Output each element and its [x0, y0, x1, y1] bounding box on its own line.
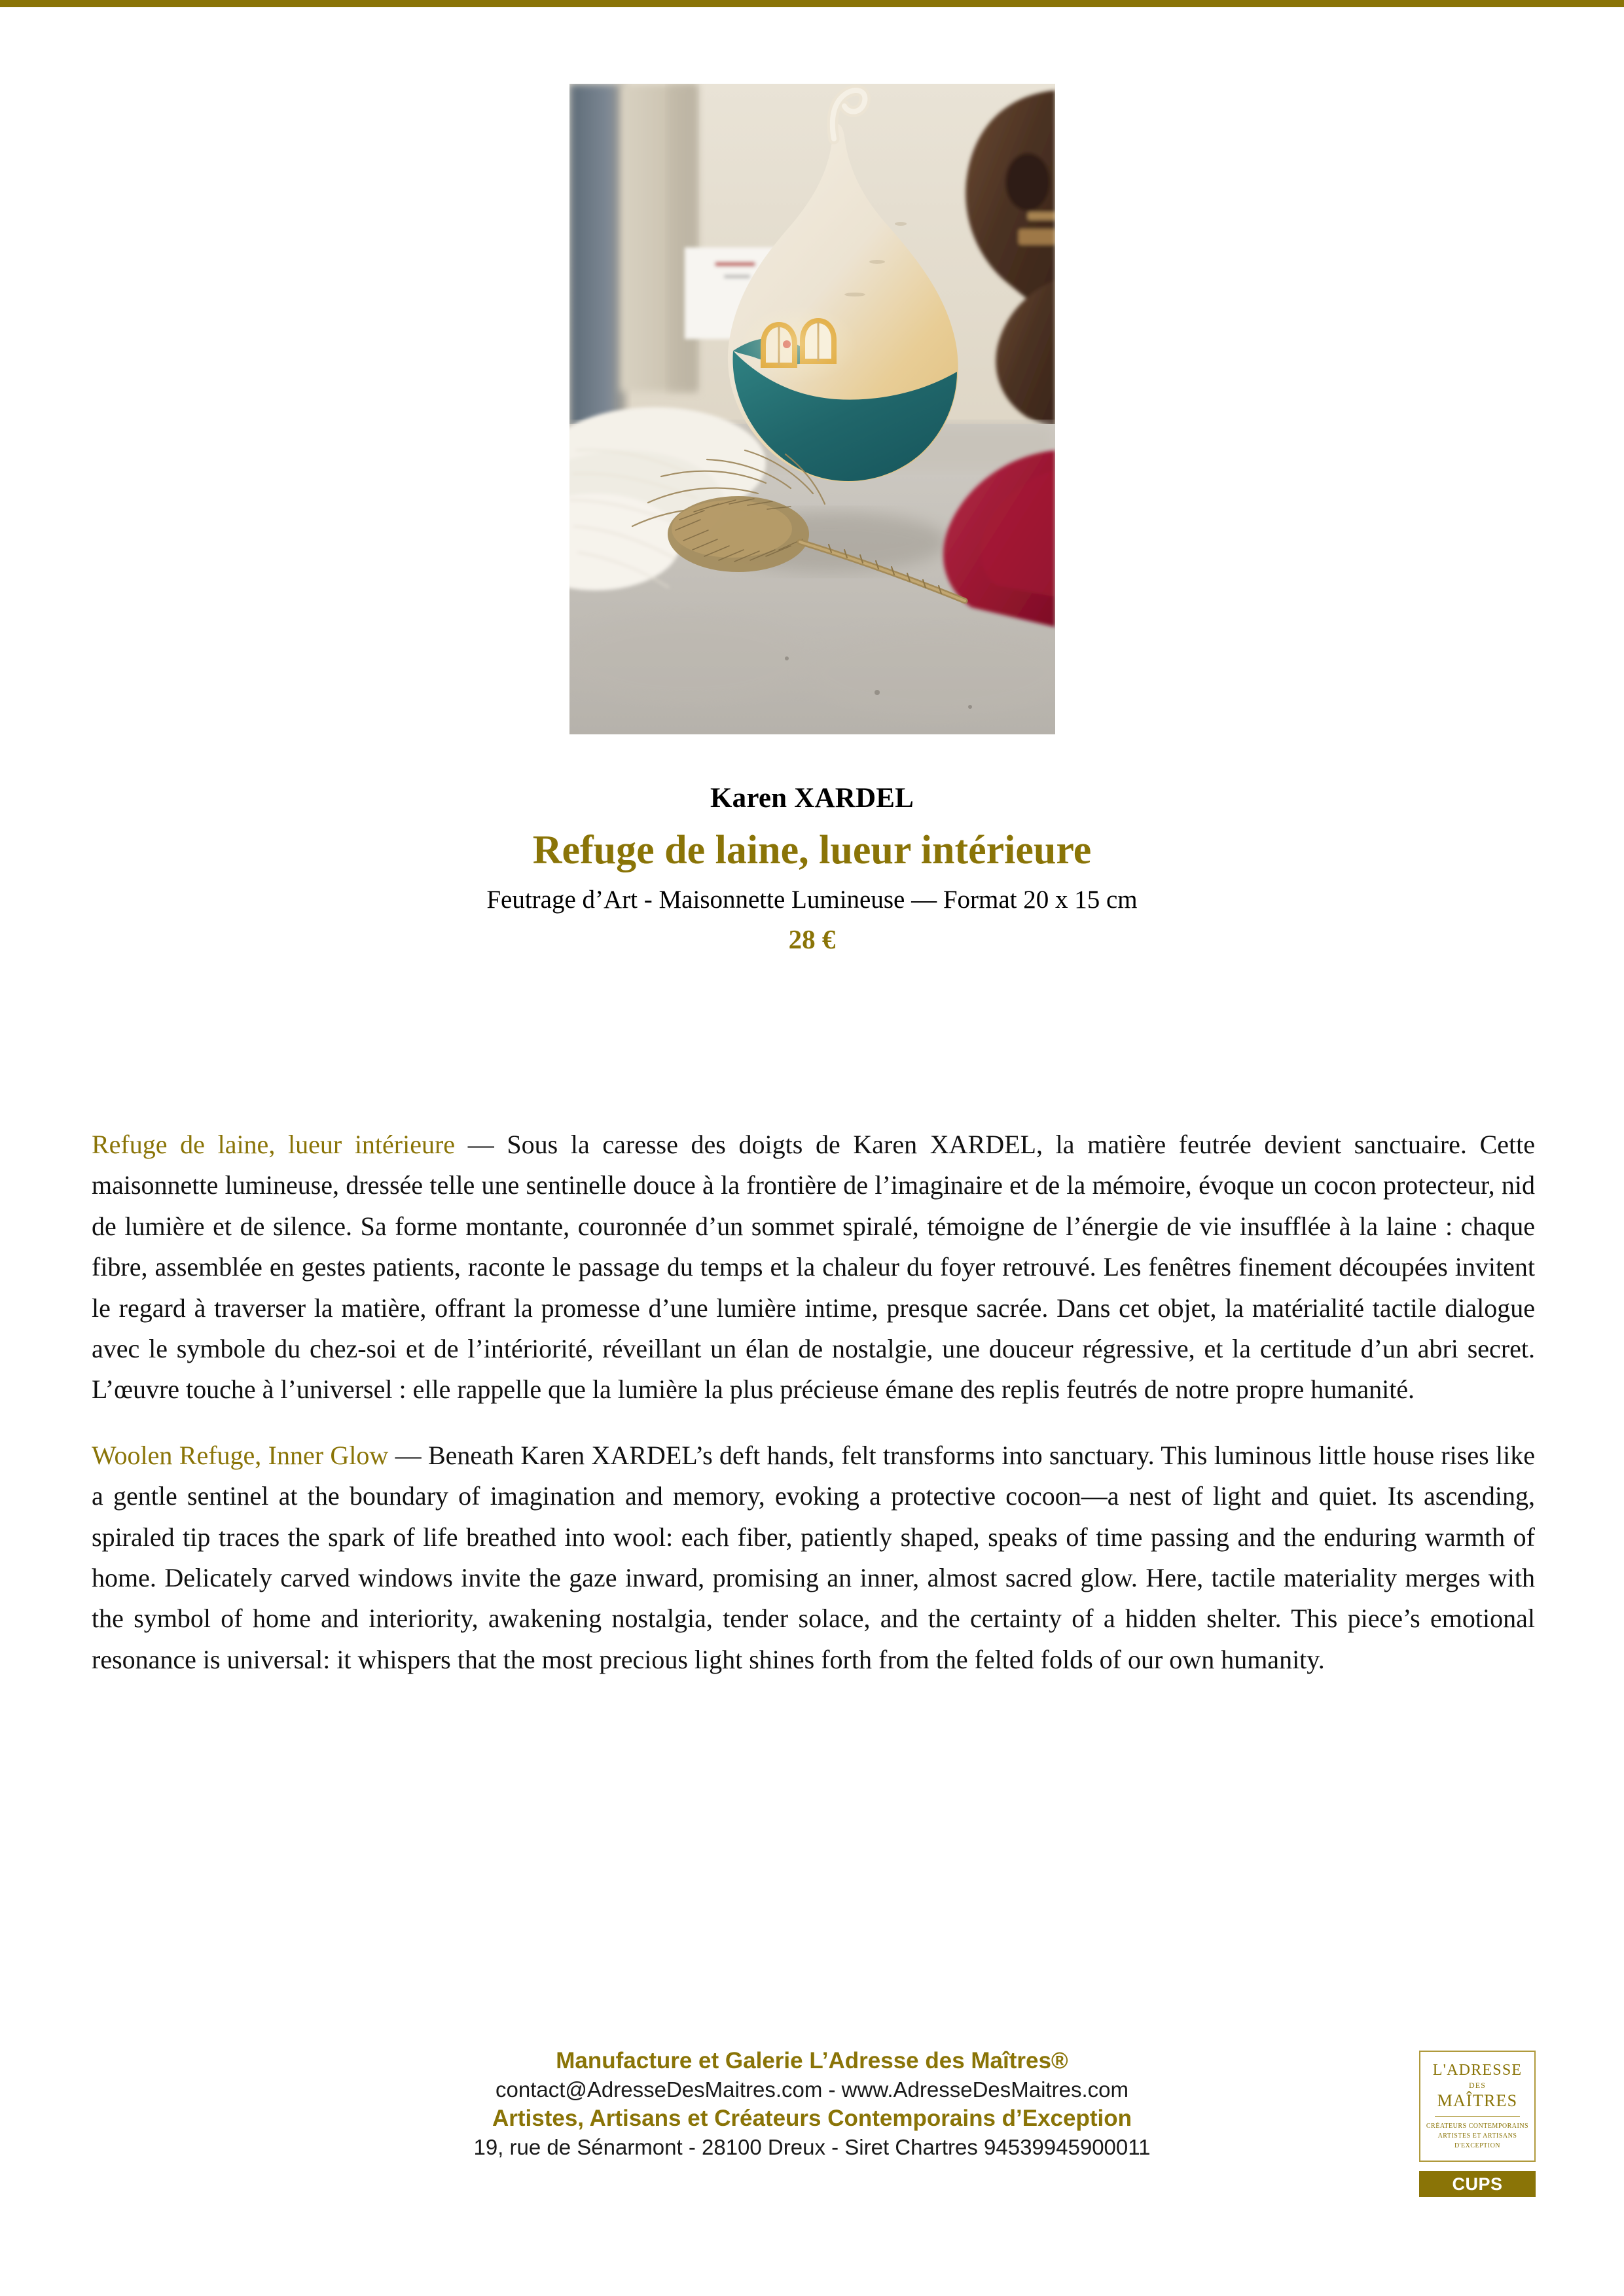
- footer-company: Manufacture et Galerie L’Adresse des Maîtres®: [556, 2048, 1068, 2073]
- artwork-photo: [569, 84, 1055, 734]
- description-paragraph-en: [92, 1435, 1535, 1680]
- artwork-price: 28 €: [788, 924, 836, 954]
- logo-divider: [1435, 2116, 1520, 2117]
- logo-fine-print-2: ARTISTES ET ARTISANS: [1437, 2132, 1517, 2140]
- cups-badge[interactable]: CUPS: [1419, 2171, 1536, 2197]
- logo-box: [1419, 2051, 1536, 2162]
- footer-contact[interactable]: contact@AdresseDesMaitres.com - www.AdresseDesMaitres.com: [496, 2077, 1128, 2102]
- description-separator-fr: —: [455, 1130, 507, 1159]
- logo-line-3: MAÎTRES: [1437, 2091, 1518, 2111]
- description-lead-in-fr: Refuge de laine, lueur intérieure: [92, 1130, 456, 1159]
- logo-line-2: DES: [1469, 2081, 1486, 2090]
- artwork-title: Refuge de laine, lueur intérieure: [532, 828, 1092, 873]
- description-lead-in-en: Woolen Refuge, Inner Glow: [92, 1440, 389, 1470]
- description-section: [92, 1124, 1535, 1680]
- description-paragraph-fr: [92, 1124, 1535, 1410]
- logo-fine-print-3: D'EXCEPTION: [1454, 2142, 1501, 2150]
- artwork-photo-illustration: [569, 84, 1055, 734]
- description-body-fr: Sous la caresse des doigts de Karen XARDEL, la matière feutrée devient sanctuaire. Cette maisonnette lumineuse, dressée telle une sentinelle douce à la frontière de l’imaginaire et de la mémoire, évoque un cocon protecteur, nid de lumière et de silence. Sa forme montante, couronnée d’un sommet spiralé, témoigne de l’énergie de vie insufflée à la laine : chaque fibre, assemblée en gestes patients, raconte le passage du temps et la chaleur du foyer retrouvé. Les fenêtres finement découpées invitent le regard à traverser la matière, offrant la promesse d’une lumière intime, presque sacrée. Dans cet objet, la matérialité tactile dialogue avec le symbole du chez-soi et de l’intériorité, réveillant un élan de nostalgie, une douceur régressive, et la certitude d’un abri secret. L’œuvre touche à l’universel : elle rappelle que la lumière la plus précieuse émane des replis feutrés de notre propre humanité.: [92, 1130, 1535, 1405]
- description-body-en: Beneath Karen XARDEL’s deft hands, felt transforms into sanctuary. This luminous little house rises like a gentle sentinel at the boundary of imagination and memory, evoking a protective cocoon—a nest of light and quiet. Its ascending, spiraled tip traces the spark of life breathed into wool: each fiber, patiently shaped, speaks of time passing and the enduring warmth of home. Delicately carved windows invite the gaze inward, promising an inner, almost sacred glow. Here, tactile materiality merges with the symbol of home and interiority, awakening nostalgia, tender solace, and the certainty of a hidden shelter. This piece’s emotional resonance is universal: it whispers that the most precious light shines forth from the felted folds of our own humanity.: [92, 1440, 1535, 1674]
- description-separator-en: —: [388, 1440, 428, 1470]
- footer-address: 19, rue de Sénarmont - 28100 Dreux - Siret Chartres 94539945900011: [473, 2134, 1151, 2159]
- artwork-title-block: [0, 782, 1624, 956]
- artist-name: Karen XARDEL: [710, 783, 914, 814]
- footer-tagline: Artistes, Artisans et Créateurs Contemporains d’Exception: [492, 2106, 1132, 2132]
- logo-line-1: L'ADRESSE: [1432, 2061, 1523, 2079]
- page-footer: [0, 2046, 1624, 2162]
- artwork-subtitle: Feutrage d’Art - Maisonnette Lumineuse — Format 20 x 15 cm: [486, 885, 1138, 914]
- top-gold-rule: [0, 0, 1624, 7]
- brand-logo-block: [1419, 2051, 1536, 2197]
- logo-fine-print-1: CRÉATEURS CONTEMPORAINS: [1426, 2123, 1529, 2130]
